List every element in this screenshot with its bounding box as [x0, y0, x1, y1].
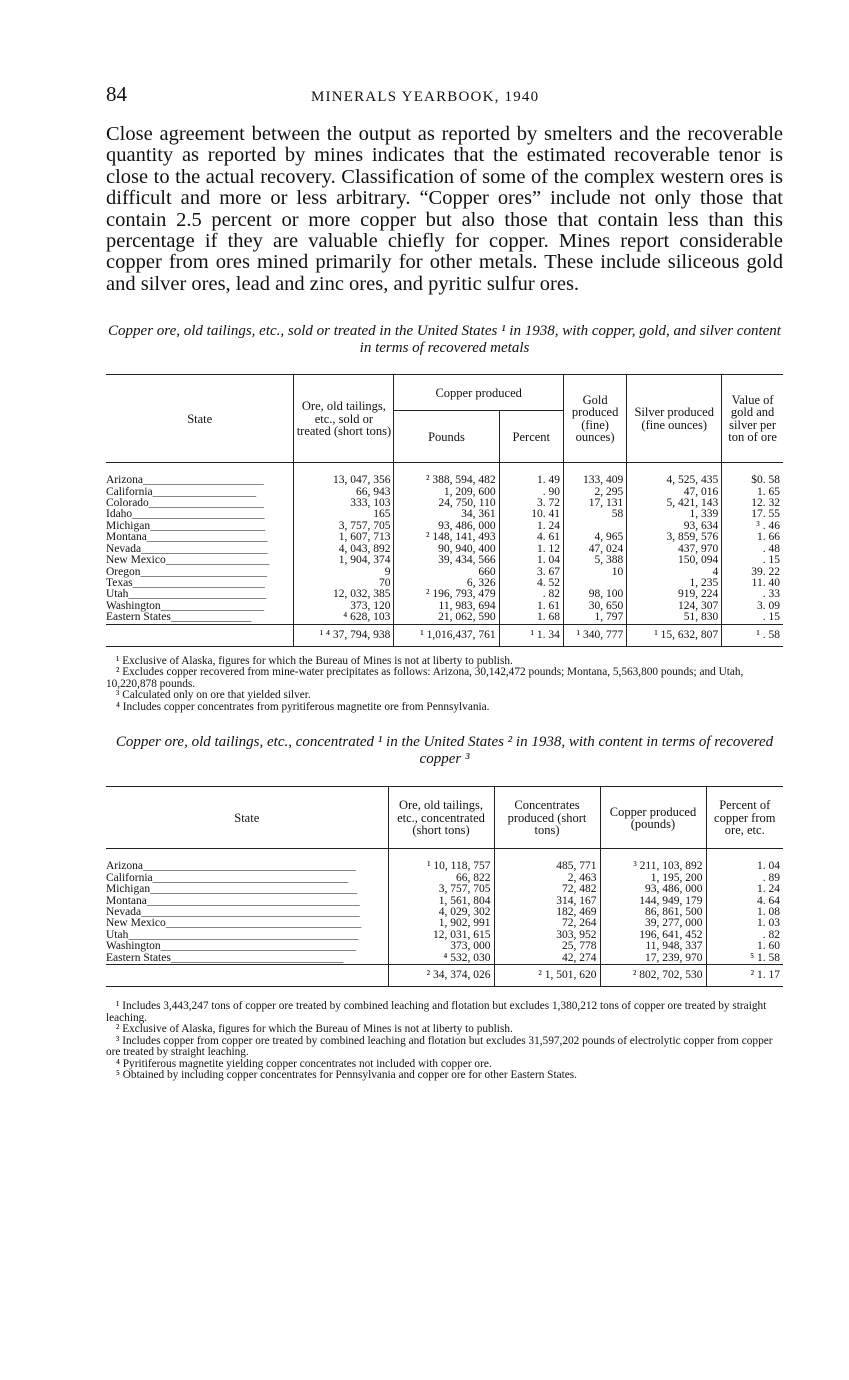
cell-value: . 33 [722, 589, 783, 600]
cell-ore: 1, 561, 804 [388, 896, 494, 907]
state-name: Montana [106, 531, 147, 544]
cell-concentrates: 182, 469 [494, 907, 600, 918]
cell-ore: 1, 607, 713 [294, 532, 394, 543]
cell-percent: . 90 [499, 487, 563, 498]
t2-header-state: State [106, 787, 388, 849]
cell-ore: 9 [294, 567, 394, 578]
dot-leader: __________________________________ [165, 917, 362, 930]
cell-pounds: 34, 361 [394, 509, 499, 520]
cell-pounds: 660 [394, 567, 499, 578]
cell-silver: 1, 339 [627, 509, 722, 520]
cell-concentrates: 314, 167 [494, 896, 600, 907]
t1-header-state: State [106, 375, 294, 463]
t2-footnote-2: ² Exclusive of Alaska, figures for which the Bureau of Mines is not at liberty to publish. [116, 1023, 513, 1036]
state-name: Washington [106, 940, 161, 953]
cell-copper: ³ 211, 103, 892 [600, 849, 706, 873]
cell-gold: 30, 650 [563, 601, 626, 612]
cell-percent: 10. 41 [499, 509, 563, 520]
cell-silver: 3, 859, 576 [627, 532, 722, 543]
dot-leader: ______________________________ [170, 951, 344, 964]
table2 [106, 786, 783, 987]
cell-ore: 12, 032, 385 [294, 589, 394, 600]
cell-gold: 5, 388 [563, 555, 626, 566]
cell-percent: 1. 12 [499, 544, 563, 555]
dot-leader: _____________________________________ [146, 894, 360, 907]
cell-value: 1. 65 [722, 487, 783, 498]
cell-gold: 1, 797 [563, 612, 626, 624]
cell-ore: 66, 943 [294, 487, 394, 498]
cell-silver: 51, 830 [627, 612, 722, 624]
cell-gold: 133, 409 [563, 463, 626, 487]
cell-value: 12. 32 [722, 498, 783, 509]
cell-percent: 4. 52 [499, 578, 563, 589]
cell-value: 17. 55 [722, 509, 783, 520]
state-name: Idaho [106, 508, 133, 521]
dot-leader: _______________________ [132, 576, 265, 589]
cell-percent: 1. 04 [499, 555, 563, 566]
cell-ore: 66, 822 [388, 873, 494, 884]
t1-footnote-1: ¹ Exclusive of Alaska, figures for which the Bureau of Mines is not at liberty to publish. [116, 654, 513, 667]
dot-leader: ______________ [170, 611, 252, 624]
cell-silver: 124, 307 [627, 601, 722, 612]
table2-footnotes [106, 1001, 783, 1082]
cell-ore: ¹ 10, 118, 757 [388, 849, 494, 873]
total-percent: ¹ 1. 34 [499, 624, 563, 646]
t2-footnote-1: ¹ Includes 3,443,247 tons of copper ore treated by combined leaching and flotation but excludes 1,380,212 tons of copper ore treated by straight leaching. [106, 1000, 767, 1024]
cell-ore: 333, 103 [294, 498, 394, 509]
cell-percent: 1. 49 [499, 463, 563, 487]
cell-ore: 12, 031, 615 [388, 930, 494, 941]
state-name: Arizona [106, 860, 144, 873]
total-ore: ¹ ⁴ 37, 794, 938 [294, 624, 394, 646]
table1 [106, 374, 783, 647]
total-concentrates: ² 1, 501, 620 [494, 964, 600, 986]
cell-value: 11. 40 [722, 578, 783, 589]
t1-header-percent: Percent [499, 411, 563, 463]
cell-concentrates: 485, 771 [494, 849, 600, 873]
dot-leader: __________________ [165, 554, 270, 567]
cell-gold: 58 [563, 509, 626, 520]
cell-copper: 93, 486, 000 [600, 884, 706, 895]
total-row [106, 964, 783, 986]
t1-header-gold: Gold produced (fine) ounces) [563, 375, 626, 463]
dot-leader: ____________________________________ [150, 883, 358, 896]
cell-gold: 10 [563, 567, 626, 578]
cell-ore: 3, 757, 705 [388, 884, 494, 895]
table-row [106, 953, 783, 965]
state-name: Arizona [106, 474, 144, 487]
table-row [106, 612, 783, 624]
cell-copper: 86, 861, 500 [600, 907, 706, 918]
dot-leader: _____________________________________ [143, 860, 356, 873]
total-copper: ² 802, 702, 530 [600, 964, 706, 986]
body-paragraph: Close agreement between the output as reported by smelters and the recoverable quantity as reported by mines indicates that the estimated recoverable tenor is close to the actual recovery. Classification of some of the complex western ores is difficult and more or less arbitrary. “Copper ores” include not only those that contain 2.5 percent or more copper but also those that contain less than this percentage if they are valuable chiefly for copper. Mines report considerable copper from ores mined primarily for other metals. These include siliceous gold and silver ores, lead and zinc ores, and pyritic sulfur ores. [106, 123, 783, 295]
cell-silver: 4, 525, 435 [627, 463, 722, 487]
dot-leader: ______________________ [140, 565, 267, 578]
cell-concentrates: 42, 274 [494, 953, 600, 965]
cell-pounds: 90, 940, 400 [394, 544, 499, 555]
running-head: MINERALS YEARBOOK, 1940 [311, 89, 540, 105]
dot-leader: ________________________ [128, 588, 267, 601]
dot-leader: ____________________ [150, 519, 266, 532]
t1-footnote-4: ⁴ Includes copper concentrates from pyritiferous magnetite ore from Pennsylvania. [116, 700, 490, 713]
t1-header-value: Value of gold and silver per ton of ore [722, 375, 783, 463]
cell-ore: 1, 904, 374 [294, 555, 394, 566]
dot-leader: ______________________ [141, 542, 268, 555]
state-cell [106, 953, 388, 965]
cell-percent: . 82 [499, 589, 563, 600]
state-name: Eastern States [106, 611, 171, 624]
cell-pounds: 24, 750, 110 [394, 498, 499, 509]
t2-footnote-5: ⁵ Obtained by including copper concentrates for Pennsylvania and copper ore for other Eastern States. [116, 1069, 577, 1082]
cell-percent: 1. 60 [706, 941, 783, 952]
state-name: Oregon [106, 565, 141, 578]
cell-ore: 373, 000 [388, 941, 494, 952]
dot-leader: __________________________________ [152, 871, 349, 884]
cell-percent: . 89 [706, 873, 783, 884]
cell-pounds: 1, 209, 600 [394, 487, 499, 498]
cell-silver: 437, 970 [627, 544, 722, 555]
cell-ore: 165 [294, 509, 394, 520]
total-value: ¹ . 58 [722, 624, 783, 646]
state-name: Washington [106, 599, 161, 612]
dot-leader: _______________________ [132, 508, 265, 521]
state-name: Utah [106, 928, 129, 941]
cell-value: 1. 66 [722, 532, 783, 543]
page-number: 84 [106, 82, 127, 106]
cell-ore: ⁴ 628, 103 [294, 612, 394, 624]
page-header [106, 82, 783, 110]
cell-copper: 11, 948, 337 [600, 941, 706, 952]
total-label-cell [106, 624, 294, 646]
state-name: New Mexico [106, 917, 166, 930]
t1-header-silver: Silver produced (fine ounces) [627, 375, 722, 463]
dot-leader: ______________________________________ [141, 905, 360, 918]
total-gold: ¹ 340, 777 [563, 624, 626, 646]
cell-percent: 1. 24 [499, 521, 563, 532]
cell-percent: 1. 08 [706, 907, 783, 918]
cell-silver: 1, 235 [627, 578, 722, 589]
cell-percent: 1. 24 [706, 884, 783, 895]
cell-percent: 1. 61 [499, 601, 563, 612]
t2-footnote-3: ³ Includes copper from copper ore treated by combined leaching and flotation but excludes 31,597,202 pounds of electrolytic copper from copper ore treated by straight leaching. [106, 1034, 773, 1059]
dot-leader: _____________________ [143, 474, 264, 487]
dot-leader: ____________________ [148, 497, 264, 510]
t2-header-ore: Ore, old tailings, etc., concentrated (short tons) [388, 787, 494, 849]
table-row [106, 463, 783, 487]
cell-percent: 4. 61 [499, 532, 563, 543]
cell-pounds: 39, 434, 566 [394, 555, 499, 566]
table-row [106, 849, 783, 873]
t2-footnote-4: ⁴ Pyritiferous magnetite yielding copper concentrates not included with copper ore. [116, 1057, 492, 1070]
dot-leader: __________________ [160, 599, 265, 612]
cell-silver: 4 [627, 567, 722, 578]
cell-ore: 13, 047, 356 [294, 463, 394, 487]
t1-footnote-2: ² Excludes copper recovered from mine-water precipitates as follows: Arizona, 30,142,472 pounds; Montana, 5,563,800 pounds; and Utah, 10,220,878 pounds. [106, 666, 744, 690]
dot-leader: ________________________________________ [128, 928, 359, 941]
total-percent: ² 1. 17 [706, 964, 783, 986]
state-cell [106, 612, 294, 624]
cell-copper: 196, 641, 452 [600, 930, 706, 941]
state-name: Montana [106, 894, 147, 907]
state-name: Eastern States [106, 951, 171, 964]
state-name: Utah [106, 588, 129, 601]
t2-header-percent: Percent of copper from ore, etc. [706, 787, 783, 849]
state-name: Colorado [106, 497, 149, 510]
t1-header-copper-produced: Copper produced [394, 375, 564, 411]
cell-ore: 4, 029, 302 [388, 907, 494, 918]
cell-concentrates: 303, 952 [494, 930, 600, 941]
cell-gold: 2, 295 [563, 487, 626, 498]
cell-copper: 1, 195, 200 [600, 873, 706, 884]
t1-header-pounds: Pounds [394, 411, 499, 463]
cell-silver: 47, 016 [627, 487, 722, 498]
cell-percent: 4. 64 [706, 896, 783, 907]
cell-concentrates: 72, 264 [494, 918, 600, 929]
cell-silver: 150, 094 [627, 555, 722, 566]
cell-value: $0. 58 [722, 463, 783, 487]
state-name: Texas [106, 576, 133, 589]
cell-percent: 1. 03 [706, 918, 783, 929]
cell-silver: 919, 224 [627, 589, 722, 600]
cell-gold: 4, 965 [563, 532, 626, 543]
t2-header-concentrates: Concentrates produced (short tons) [494, 787, 600, 849]
cell-pounds: 6, 326 [394, 578, 499, 589]
cell-value: 3. 09 [722, 601, 783, 612]
cell-ore: 70 [294, 578, 394, 589]
cell-copper: 17, 239, 970 [600, 953, 706, 965]
t1-footnote-3: ³ Calculated only on ore that yielded silver. [116, 689, 311, 702]
dot-leader: __________________ [152, 485, 257, 498]
cell-ore: 1, 902, 991 [388, 918, 494, 929]
cell-ore: 3, 757, 705 [294, 521, 394, 532]
cell-percent: 1. 04 [706, 849, 783, 873]
cell-percent: ⁵ 1. 58 [706, 953, 783, 965]
page [106, 82, 783, 1082]
cell-percent: 3. 67 [499, 567, 563, 578]
cell-gold: 47, 024 [563, 544, 626, 555]
t1-header-ore: Ore, old tailings, etc., sold or treated (short tons) [294, 375, 394, 463]
total-label-cell [106, 964, 388, 986]
cell-silver: 93, 634 [627, 521, 722, 532]
cell-copper: 144, 949, 179 [600, 896, 706, 907]
cell-value: . 15 [722, 612, 783, 624]
cell-gold: 17, 131 [563, 498, 626, 509]
cell-concentrates: 72, 482 [494, 884, 600, 895]
cell-percent: 1. 68 [499, 612, 563, 624]
cell-concentrates: 2, 463 [494, 873, 600, 884]
cell-pounds: 21, 062, 590 [394, 612, 499, 624]
cell-percent: . 82 [706, 930, 783, 941]
cell-copper: 39, 277, 000 [600, 918, 706, 929]
cell-value: ³ . 46 [722, 521, 783, 532]
state-name: California [106, 871, 153, 884]
state-name: Michigan [106, 519, 151, 532]
cell-pounds: ² 196, 793, 479 [394, 589, 499, 600]
cell-pounds: ² 388, 594, 482 [394, 463, 499, 487]
cell-pounds: ² 148, 141, 493 [394, 532, 499, 543]
total-silver: ¹ 15, 632, 807 [627, 624, 722, 646]
cell-silver: 5, 421, 143 [627, 498, 722, 509]
table2-caption: Copper ore, old tailings, etc., concentrated ¹ in the United States ² in 1938, with content in terms of recovered copper ³ [115, 734, 774, 768]
state-cell [106, 463, 294, 487]
cell-ore: ⁴ 532, 030 [388, 953, 494, 965]
cell-percent: 3. 72 [499, 498, 563, 509]
state-name: Nevada [106, 905, 142, 918]
cell-value: . 15 [722, 555, 783, 566]
cell-ore: 4, 043, 892 [294, 544, 394, 555]
state-cell [106, 849, 388, 873]
state-name: Nevada [106, 542, 142, 555]
cell-pounds: 93, 486, 000 [394, 521, 499, 532]
table1-footnotes [106, 656, 783, 714]
dot-leader: _____________________ [146, 531, 268, 544]
table1-caption: Copper ore, old tailings, etc., sold or treated in the United States ¹ in 1938, with copper, gold, and silver content in terms of recovered metals [108, 323, 781, 357]
cell-concentrates: 25, 778 [494, 941, 600, 952]
cell-gold: 98, 100 [563, 589, 626, 600]
state-name: New Mexico [106, 554, 166, 567]
total-ore: ² 34, 374, 026 [388, 964, 494, 986]
total-row [106, 624, 783, 646]
cell-value: . 48 [722, 544, 783, 555]
state-name: California [106, 485, 153, 498]
cell-pounds: 11, 983, 694 [394, 601, 499, 612]
t2-header-copper: Copper produced (pounds) [600, 787, 706, 849]
cell-ore: 373, 120 [294, 601, 394, 612]
cell-value: 39. 22 [722, 567, 783, 578]
total-pounds: ¹ 1,016,437, 761 [394, 624, 499, 646]
dot-leader: __________________________________ [160, 940, 357, 953]
state-name: Michigan [106, 883, 151, 896]
